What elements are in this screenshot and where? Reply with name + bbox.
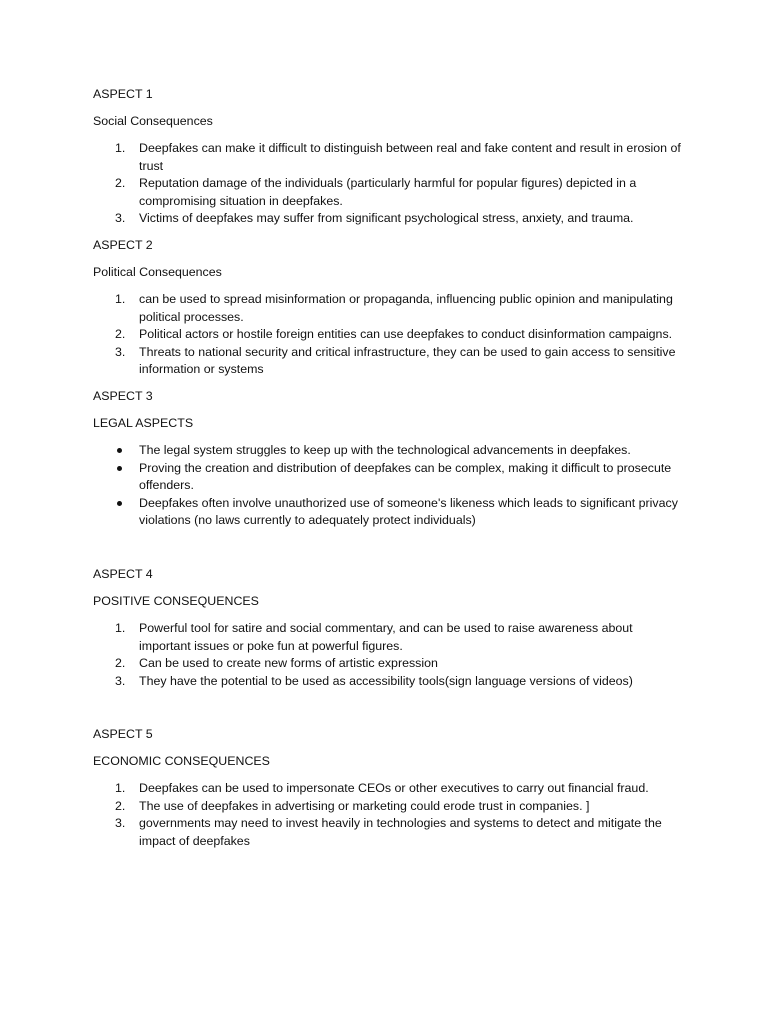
section-title: ECONOMIC CONSEQUENCES bbox=[93, 754, 270, 769]
list-item bbox=[93, 620, 683, 655]
section-aspect-4 bbox=[93, 566, 683, 690]
list-number: 3. bbox=[115, 344, 126, 359]
list-item bbox=[93, 344, 683, 379]
list-item-text: Can be used to create new forms of artistic expression bbox=[139, 656, 438, 671]
list-number: 2. bbox=[115, 176, 126, 191]
list-number: 3. bbox=[115, 211, 126, 226]
section-aspect-2 bbox=[93, 237, 683, 379]
list-item bbox=[93, 442, 683, 460]
list-item-text: Victims of deepfakes may suffer from significant psychological stress, anxiety, and trauma. bbox=[139, 211, 634, 226]
aspect-label: ASPECT 4 bbox=[93, 566, 153, 581]
list-item-text: The use of deepfakes in advertising or marketing could erode trust in companies. ] bbox=[139, 798, 590, 813]
list-item-text: Reputation damage of the individuals (particularly harmful for popular figures) depicted in a compromising situation in deepfakes. bbox=[139, 176, 637, 208]
list-item bbox=[93, 495, 683, 530]
list-item bbox=[93, 798, 683, 816]
section-title: Social Consequences bbox=[93, 114, 213, 128]
list-item bbox=[93, 655, 683, 673]
list-item bbox=[93, 460, 683, 495]
aspect-label: ASPECT 2 bbox=[93, 237, 153, 252]
list-item-text: Deepfakes can make it difficult to distinguish between real and fake content and result in erosion of trust bbox=[139, 141, 681, 173]
bullet-list bbox=[93, 442, 683, 530]
list-item-text: Threats to national security and critical infrastructure, they can be used to gain access to sensitive information or systems bbox=[139, 344, 676, 377]
list-item bbox=[93, 815, 683, 850]
section-title: LEGAL ASPECTS bbox=[93, 415, 194, 430]
section-title: Political Consequences bbox=[93, 264, 222, 279]
list-item-text: Powerful tool for satire and social commentary, and can be used to raise awareness about important issues or poke fun at powerful figures. bbox=[139, 620, 633, 653]
list-number: 1. bbox=[115, 620, 126, 635]
list-item-text: Political actors or hostile foreign entities can use deepfakes to conduct disinformation campaigns. bbox=[139, 327, 673, 342]
list-item-text: governments may need to invest heavily in technologies and systems to detect and mitigate the impact of deepfakes bbox=[139, 816, 662, 849]
list-item bbox=[93, 291, 683, 326]
list-number: 1. bbox=[115, 291, 126, 306]
blank-paragraph bbox=[93, 539, 683, 566]
list-item-text: They have the potential to be used as accessibility tools(sign language versions of videos) bbox=[139, 673, 633, 688]
list-item-text: Proving the creation and distribution of deepfakes can be complex, making it difficult to prosecute offenders. bbox=[139, 460, 672, 493]
list-number: 1. bbox=[115, 781, 126, 796]
section-aspect-3 bbox=[93, 388, 683, 530]
list-item bbox=[93, 673, 683, 691]
numbered-list bbox=[93, 780, 683, 850]
section-aspect-1 bbox=[93, 86, 683, 228]
list-item bbox=[93, 210, 683, 228]
list-number: 2. bbox=[115, 798, 126, 813]
section-title: POSITIVE CONSEQUENCES bbox=[93, 593, 259, 608]
aspect-label: ASPECT 5 bbox=[93, 727, 153, 742]
list-item bbox=[93, 326, 683, 344]
numbered-list bbox=[93, 620, 683, 690]
list-number: 2. bbox=[115, 656, 126, 671]
list-item bbox=[93, 140, 683, 175]
list-item-text: Deepfakes can be used to impersonate CEOs or other executives to carry out financial fraud. bbox=[139, 781, 649, 796]
list-item-text: The legal system struggles to keep up with the technological advancements in deepfakes. bbox=[139, 442, 631, 457]
aspect-label: ASPECT 1 bbox=[93, 87, 153, 101]
list-item bbox=[93, 175, 683, 210]
section-aspect-5 bbox=[93, 726, 683, 850]
document-page bbox=[93, 86, 683, 860]
list-number: 1. bbox=[115, 141, 126, 155]
list-item-text: can be used to spread misinformation or propaganda, influencing public opinion and manipulating political processes. bbox=[139, 291, 673, 324]
list-number: 3. bbox=[115, 673, 126, 688]
numbered-list bbox=[93, 291, 683, 379]
bullet-icon bbox=[117, 501, 122, 506]
list-number: 3. bbox=[115, 816, 126, 831]
list-item bbox=[93, 780, 683, 798]
bullet-icon bbox=[117, 466, 122, 471]
blank-paragraph bbox=[93, 699, 683, 726]
numbered-list bbox=[93, 140, 683, 228]
list-number: 2. bbox=[115, 327, 126, 342]
aspect-label: ASPECT 3 bbox=[93, 388, 153, 403]
bullet-icon bbox=[117, 448, 122, 453]
list-item-text: Deepfakes often involve unauthorized use of someone's likeness which leads to significant privacy violations (no laws currently to adequately protect individuals) bbox=[139, 495, 678, 528]
